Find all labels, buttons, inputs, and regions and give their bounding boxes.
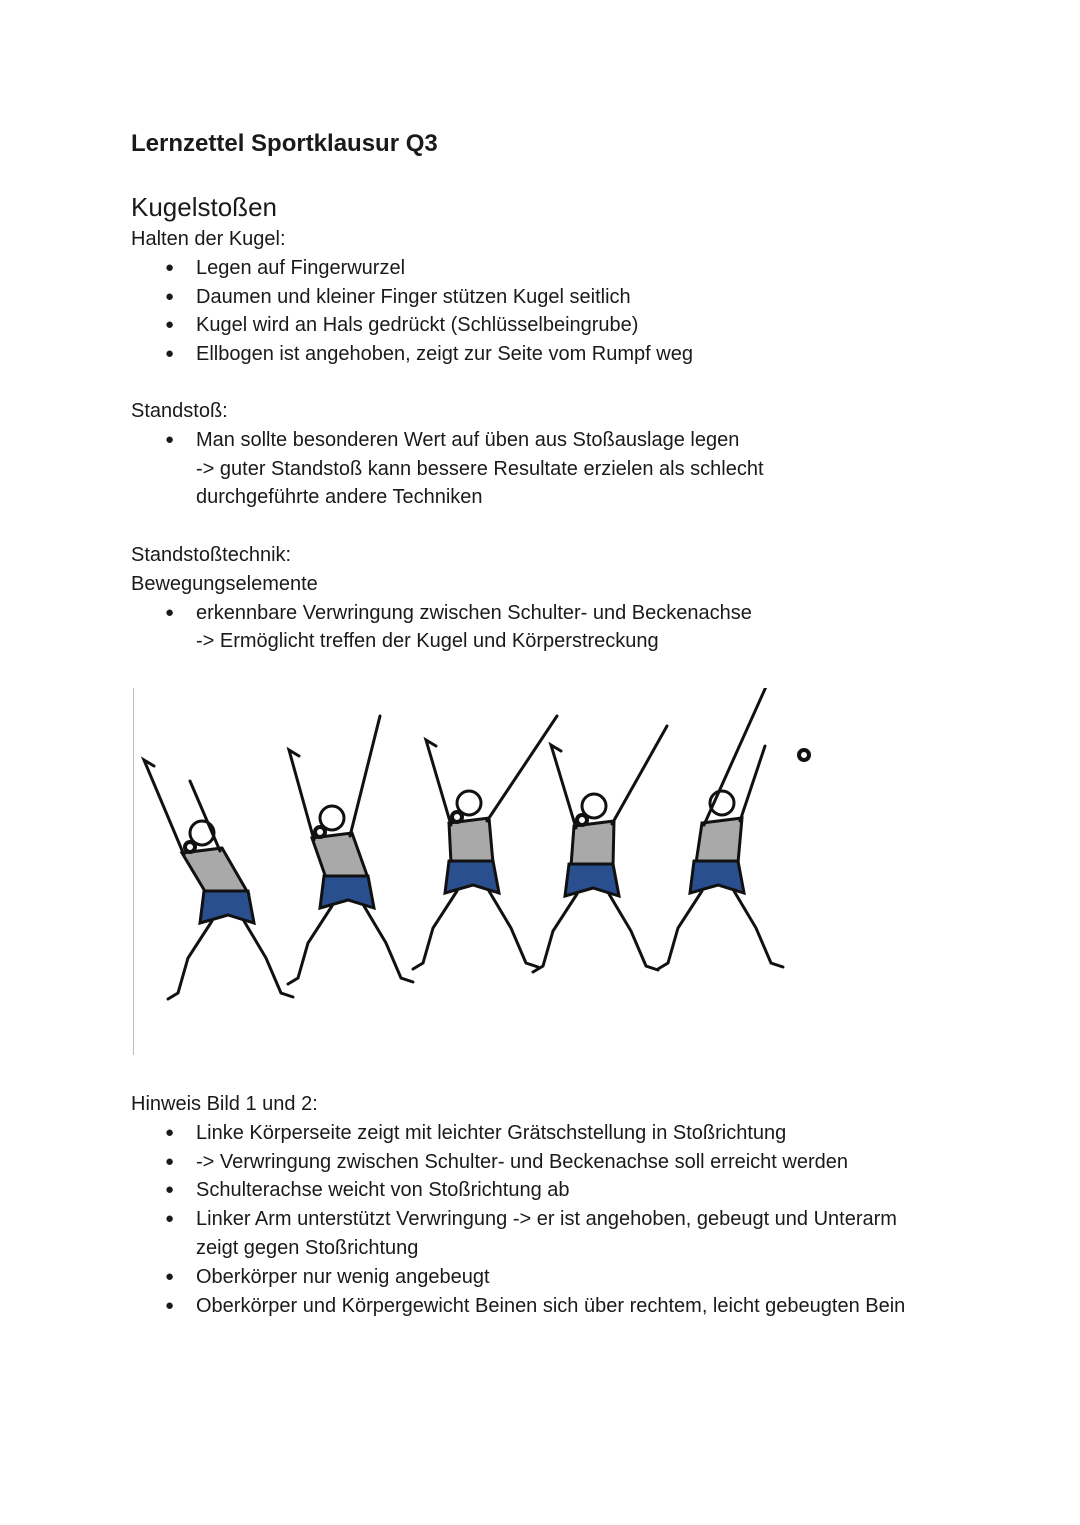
- list-item: ● Daumen und kleiner Finger stützen Kugel seitlich: [196, 283, 693, 312]
- list-item: [196, 426, 876, 512]
- halten-heading: Halten der Kugel:: [131, 228, 286, 250]
- list-item: ● Oberkörper nur wenig angebeugt: [196, 1263, 926, 1292]
- list-item: ● Oberkörper und Körpergewicht Beinen sich über rechtem, leicht gebeugten Bein: [196, 1292, 926, 1321]
- list-item: ● Schulterachse weicht von Stoßrichtung ab: [196, 1176, 926, 1205]
- list-item: ● Linker Arm unterstützt Verwringung -> er ist angehoben, gebeugt und Unterarm zeigt gegen Stoßrichtung: [196, 1205, 926, 1263]
- shot-put-sequence-image: [131, 688, 901, 1055]
- list-item: ● Ellbogen ist angehoben, zeigt zur Seite vom Rumpf weg: [196, 340, 693, 369]
- athlete-figure-3: [413, 716, 557, 969]
- halten-section: [131, 225, 693, 369]
- athlete-figure-2: [288, 716, 413, 984]
- technik-heading: Standstoßtechnik:: [131, 544, 292, 566]
- standstoss-heading: Standstoß:: [131, 400, 228, 422]
- page-title: Lernzettel Sportklausur Q3: [131, 130, 438, 157]
- list-item: ● -> Verwringung zwischen Schulter- und Beckenachse soll erreicht werden: [196, 1148, 926, 1177]
- standstoss-section: [131, 397, 876, 512]
- image-border: [133, 688, 134, 1055]
- athlete-figure-4: [533, 726, 667, 972]
- item-line: Man sollte besonderen Wert auf üben aus Stoßauslage legen: [196, 428, 740, 451]
- item-line: -> guter Standstoß kann bessere Resultate erzielen als schlecht durchgeführte andere Techniken: [196, 457, 764, 509]
- hinweis-section: [131, 1090, 926, 1320]
- athlete-figure-5: [658, 688, 809, 969]
- list-item: ● Legen auf Fingerwurzel: [196, 254, 693, 283]
- section-heading: Kugelstoßen: [131, 192, 277, 222]
- item-line: -> Ermöglicht treffen der Kugel und Körperstreckung: [196, 630, 659, 653]
- athlete-figures: [131, 688, 901, 1055]
- list-item: ● Kugel wird an Hals gedrückt (Schlüsselbeingrube): [196, 311, 693, 340]
- technik-section: [131, 541, 752, 656]
- athlete-figure-1: [144, 760, 293, 999]
- hinweis-heading: Hinweis Bild 1 und 2:: [131, 1093, 318, 1115]
- item-line: erkennbare Verwringung zwischen Schulter- und Beckenachse: [196, 601, 752, 624]
- technik-subheading: Bewegungselemente: [131, 572, 318, 595]
- list-item: [196, 599, 752, 657]
- list-item: ● Linke Körperseite zeigt mit leichter Grätschstellung in Stoßrichtung: [196, 1119, 926, 1148]
